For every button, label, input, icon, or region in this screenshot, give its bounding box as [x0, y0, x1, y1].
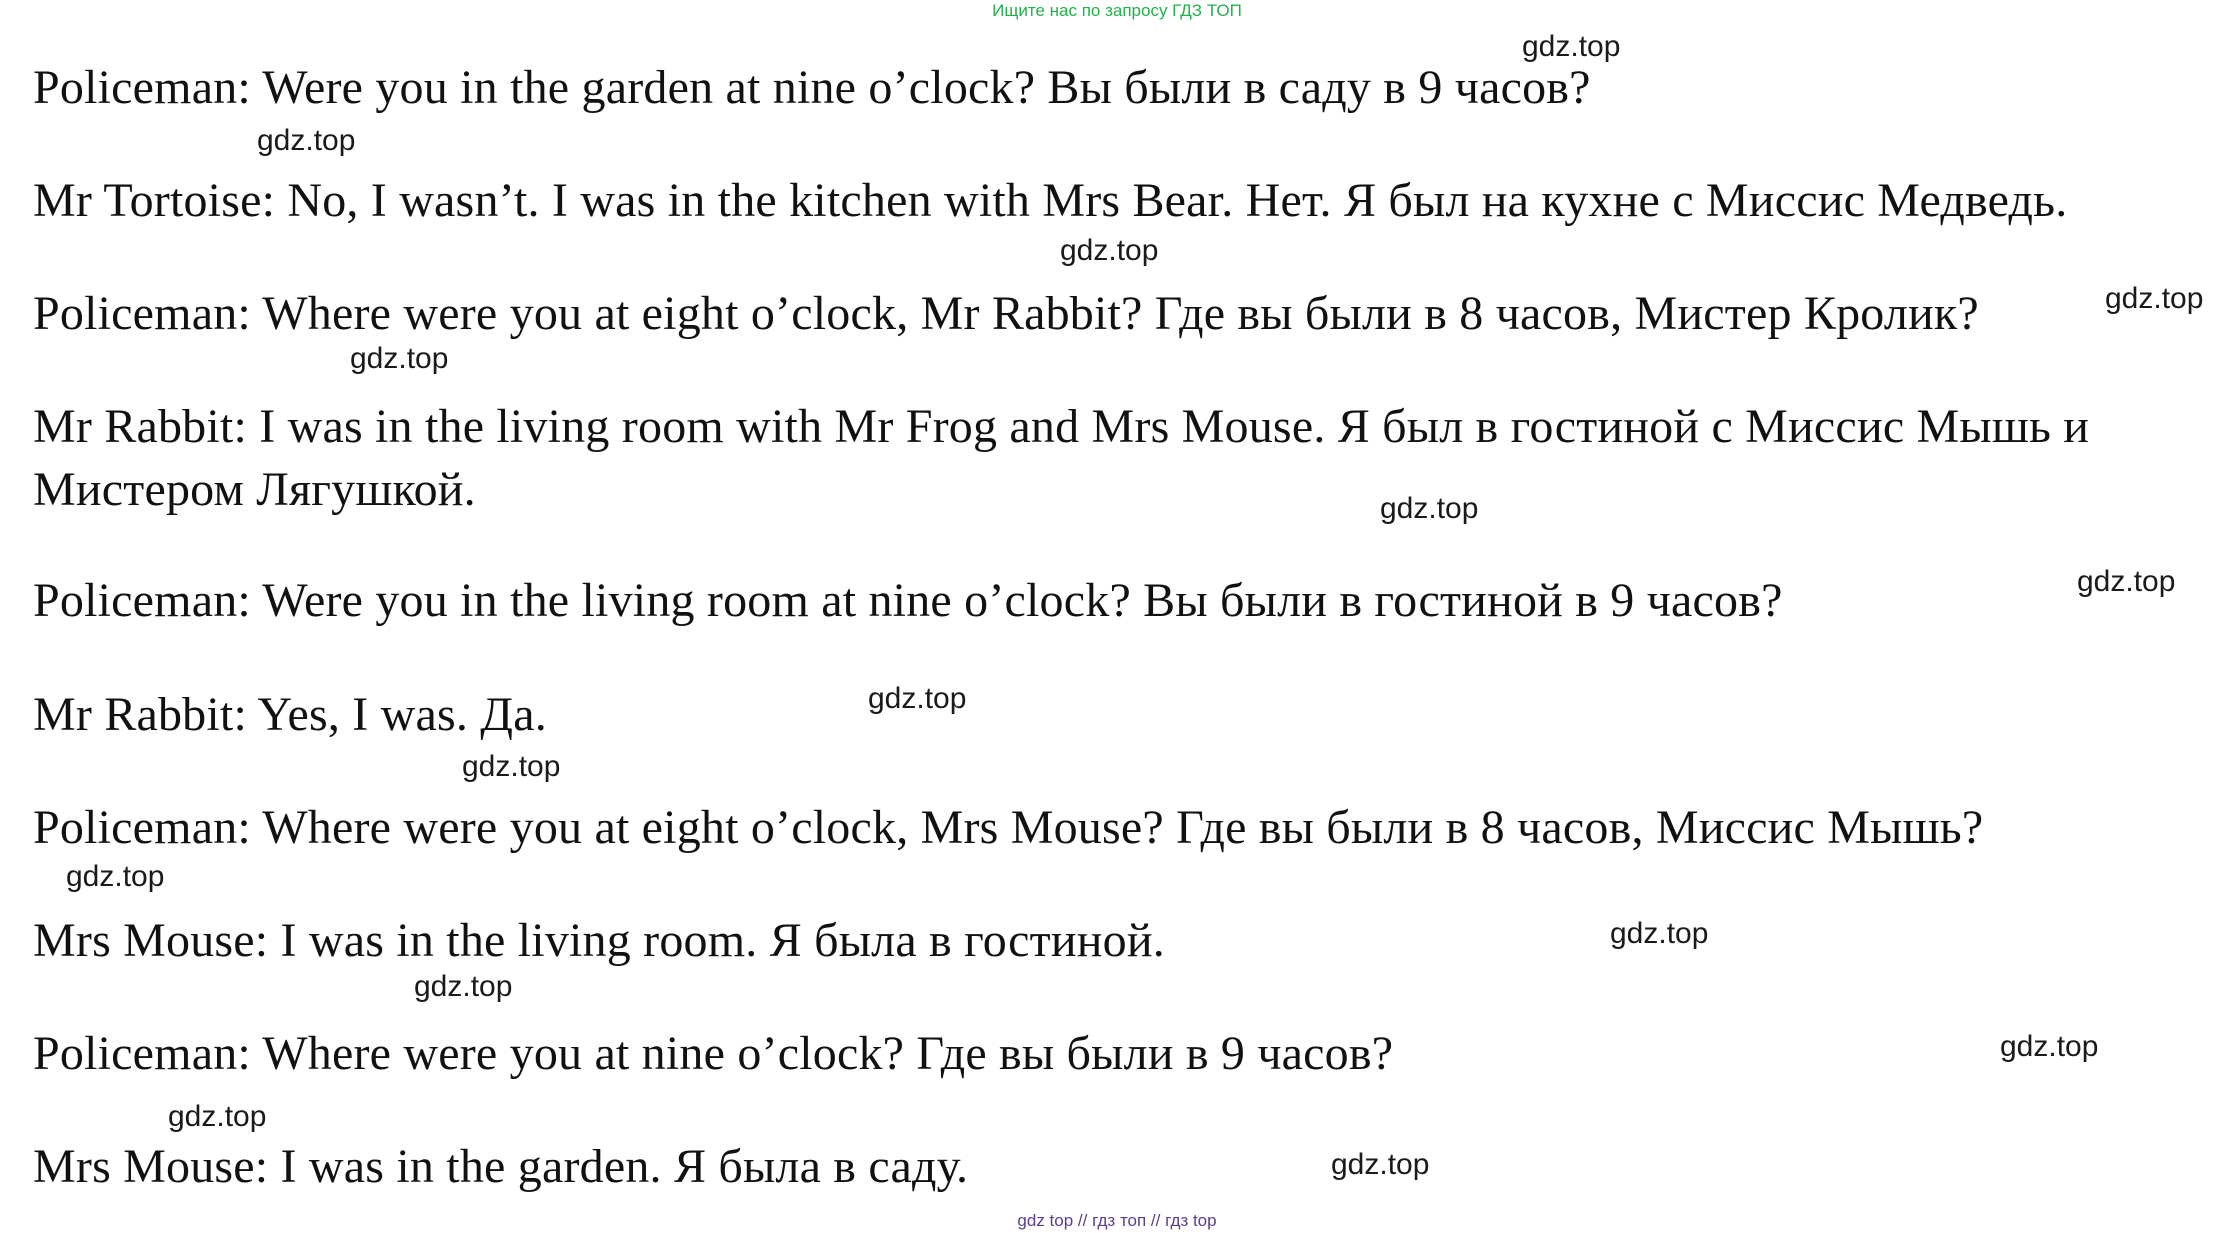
dialogue-line: Мистером Лягушкой. — [33, 463, 476, 516]
dialogue-line: Policeman: Where were you at eight o’clock, Mr Rabbit? Где вы были в 8 часов, Мистер Кролик? — [33, 287, 1979, 340]
dialogue-line: Mr Tortoise: No, I wasn’t. I was in the kitchen with Mrs Bear. Нет. Я был на кухне с Миссис Медведь. — [33, 174, 2068, 227]
dialogue-line: Policeman: Where were you at nine o’clock? Где вы были в 9 часов? — [33, 1027, 1394, 1080]
watermark: gdz.top — [2105, 282, 2204, 315]
watermark: gdz.top — [1060, 234, 1159, 267]
dialogue-line: Policeman: Where were you at eight o’clock, Mrs Mouse? Где вы были в 8 часов, Миссис Мышь? — [33, 801, 1984, 854]
watermark: gdz.top — [1522, 30, 1621, 63]
dialogue-line: Policeman: Were you in the living room at nine o’clock? Вы были в гостиной в 9 часов? — [33, 574, 1783, 627]
dialogue-line: Policeman: Were you in the garden at nine o’clock? Вы были в саду в 9 часов? — [33, 61, 1591, 114]
watermark: gdz.top — [1380, 492, 1479, 525]
dialogue-line: Mr Rabbit: Yes, I was. Да. — [33, 688, 547, 741]
watermark: gdz.top — [1610, 917, 1709, 950]
watermark: gdz.top — [414, 970, 513, 1003]
dialogue-line: Mrs Mouse: I was in the garden. Я была в саду. — [33, 1140, 969, 1193]
watermark: gdz.top — [2077, 565, 2176, 598]
dialogue-line: Mrs Mouse: I was in the living room. Я была в гостиной. — [33, 914, 1165, 967]
footer-text: gdz top // гдз топ // гдз top — [1017, 1211, 1217, 1230]
watermark: gdz.top — [462, 750, 561, 783]
watermark: gdz.top — [350, 342, 449, 375]
dialogue-line: Mr Rabbit: I was in the living room with Mr Frog and Mrs Mouse. Я был в гостиной с Миссис Мышь и — [33, 400, 2090, 453]
watermark: gdz.top — [168, 1100, 267, 1133]
watermark: gdz.top — [66, 860, 165, 893]
watermark: gdz.top — [257, 124, 356, 157]
top-banner: Ищите нас по запросу ГДЗ ТОП — [992, 1, 1242, 20]
watermark: gdz.top — [1331, 1148, 1430, 1181]
watermark: gdz.top — [2000, 1030, 2099, 1063]
watermark: gdz.top — [868, 682, 967, 715]
